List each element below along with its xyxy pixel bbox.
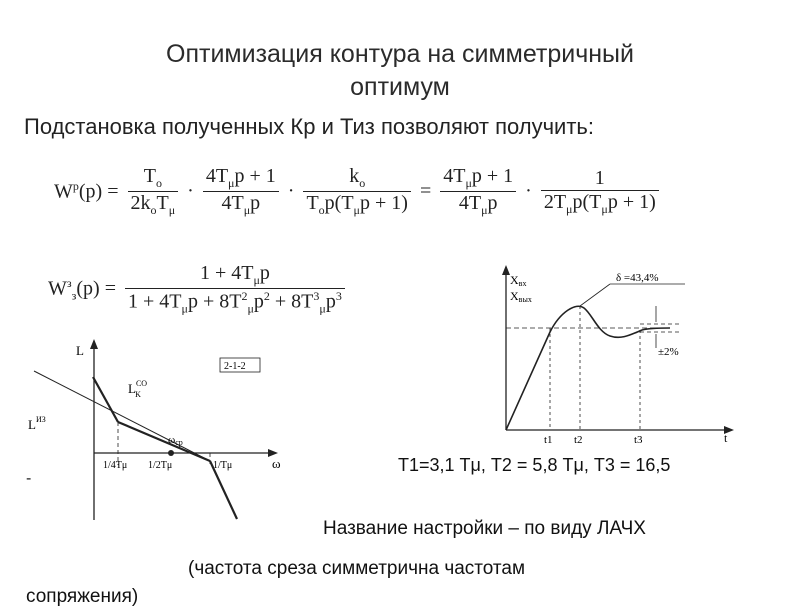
f5-den-tail: p + 1) — [607, 190, 656, 213]
wz-w: W — [48, 277, 67, 300]
formula-wz — [44, 262, 345, 317]
wz-frac — [125, 262, 345, 317]
step-overshoot-label: δ =43,4% — [616, 272, 659, 284]
step-tick-t3: t3 — [634, 434, 643, 446]
dot-3: · — [525, 180, 532, 202]
wz-den-c-sup: 2 — [263, 289, 270, 303]
wz-den-e-sup: 3 — [335, 289, 342, 303]
formula-wp-lhs — [50, 179, 123, 204]
f5-den: 2T — [543, 190, 567, 213]
f4-num-sub: μ — [465, 176, 472, 190]
step-response-curve — [506, 306, 670, 430]
dot-2: · — [287, 180, 295, 202]
step-label-out: Xвых — [510, 289, 532, 304]
f3-den-sub2: μ — [353, 203, 360, 217]
lachx-axis-l-arrow — [90, 339, 98, 349]
f5-den-mid: p(T — [572, 190, 602, 213]
note-line-3: сопряжения) — [26, 586, 139, 607]
slide-title — [0, 38, 800, 104]
f3-num: k — [349, 165, 360, 187]
step-axis-x-label: t — [724, 431, 728, 445]
wz-den-d: + 8T — [269, 290, 314, 313]
title-line-1: Оптимизация контура на симметричный — [166, 40, 634, 68]
wz-den-d-sub: μ — [319, 301, 326, 316]
f1-num-sub: o — [155, 176, 162, 190]
wp-sup: p — [72, 179, 79, 194]
wz-arg: (p) = — [76, 277, 116, 300]
f4-den: 4T — [458, 192, 482, 214]
step-overshoot-leader — [580, 284, 610, 306]
lachx-tick-2: 1/2Tμ — [148, 460, 173, 471]
f4-num: 4T — [443, 165, 466, 187]
step-response-diagram — [480, 262, 755, 452]
wp-arg: (p) = — [78, 180, 119, 203]
f5-num: 1 — [594, 166, 605, 189]
wz-den-b-sub: μ — [247, 301, 254, 316]
f3-num-sub: o — [359, 176, 366, 190]
wz-sub: з — [71, 288, 77, 303]
lachx-label-l: L — [76, 343, 84, 358]
title-line-2: оптимум — [350, 73, 450, 101]
lachx-label-liz: $L^{ИЗ}$ — [28, 415, 46, 432]
wp-frac-3 — [303, 165, 411, 218]
lachx-label-wcp: ωср — [168, 434, 183, 447]
step-tick-t2: t2 — [574, 434, 583, 446]
f3-den-mid: p(T — [324, 192, 354, 214]
wz-num-tail: p — [259, 262, 270, 284]
step-tick-t1: t1 — [544, 434, 553, 446]
f1-den: 2k — [130, 192, 151, 214]
f1-den-tail: T — [156, 192, 169, 214]
step-band-label: ±2% — [658, 346, 679, 358]
wz-num-sub: μ — [253, 273, 260, 287]
lachx-box-label: 2-1-2 — [224, 361, 246, 372]
f2-den-sub: μ — [243, 203, 251, 217]
f4-den-sub: μ — [481, 203, 488, 217]
subtitle: Подстановка полученных Кр и Тиз позволяют получить: — [24, 114, 594, 139]
wp-frac-5 — [541, 167, 659, 217]
lachx-curve-co-steep — [93, 377, 118, 422]
f2-num: 4T — [205, 165, 229, 187]
lachx-tick-1: 1/4Tμ — [103, 460, 128, 471]
f2-den-tail: p — [250, 192, 261, 214]
f3-den-tail: p + 1) — [359, 192, 408, 214]
f2-num-tail: p + 1 — [234, 165, 276, 187]
wz-den-c: p — [253, 290, 264, 313]
equals-sign: = — [419, 180, 432, 202]
f4-den-tail: p — [487, 192, 498, 214]
note-line-1: Название настройки – по виду ЛАЧХ — [323, 518, 646, 539]
wp-frac-2 — [203, 165, 279, 218]
f4-num-tail: p + 1 — [471, 165, 514, 187]
dot-1: · — [187, 180, 194, 202]
lachx-curve-co-mid — [118, 422, 210, 461]
wp-frac-1 — [128, 165, 179, 218]
wp-frac-4 — [440, 165, 516, 218]
f1-den-tail-sub: μ — [168, 203, 176, 217]
wz-den-a-sub: μ — [181, 301, 188, 316]
f2-num-sub: μ — [228, 176, 235, 190]
f1-den-sub: o — [150, 203, 157, 217]
f1-num: T — [143, 165, 156, 187]
f2-den: 4T — [221, 192, 244, 214]
wz-num: 1 + 4T — [199, 262, 254, 284]
wz-den-b-sup: 2 — [241, 289, 248, 303]
step-axis-y-arrow — [502, 265, 510, 275]
f5-den-sub: μ — [566, 201, 573, 216]
formula-wp — [50, 165, 659, 218]
lachx-tick-3: 1/Tμ — [213, 460, 233, 471]
f3-den-sub: o — [318, 203, 325, 217]
lachx-label-lco: $L^{CO}$ K — [128, 379, 148, 399]
wz-den-a: 1 + 4T — [128, 290, 182, 313]
lachx-crossover-point — [168, 450, 174, 456]
lachx-diagram — [20, 335, 290, 530]
wz-den-b: p + 8T — [187, 290, 242, 313]
bullet-dash: - — [26, 470, 32, 487]
wz-sup: з — [66, 275, 72, 290]
lachx-label-w: ω — [272, 456, 281, 471]
wz-den-d-sup: 3 — [313, 289, 320, 303]
lachx-curve-iz — [34, 371, 210, 461]
formula-wz-lhs — [44, 276, 120, 304]
f3-den: T — [306, 192, 319, 214]
note-line-2: (частота среза симметрична частотам — [188, 558, 526, 579]
wp-w: W — [54, 180, 73, 203]
f5-den-sub2: μ — [601, 201, 608, 216]
step-label-in: Xвх — [510, 273, 527, 288]
time-constants-text: Т1=3,1 Тμ, Т2 = 5,8 Тμ, Т3 = 16,5 — [398, 455, 671, 475]
wz-den-e: p — [325, 290, 336, 313]
